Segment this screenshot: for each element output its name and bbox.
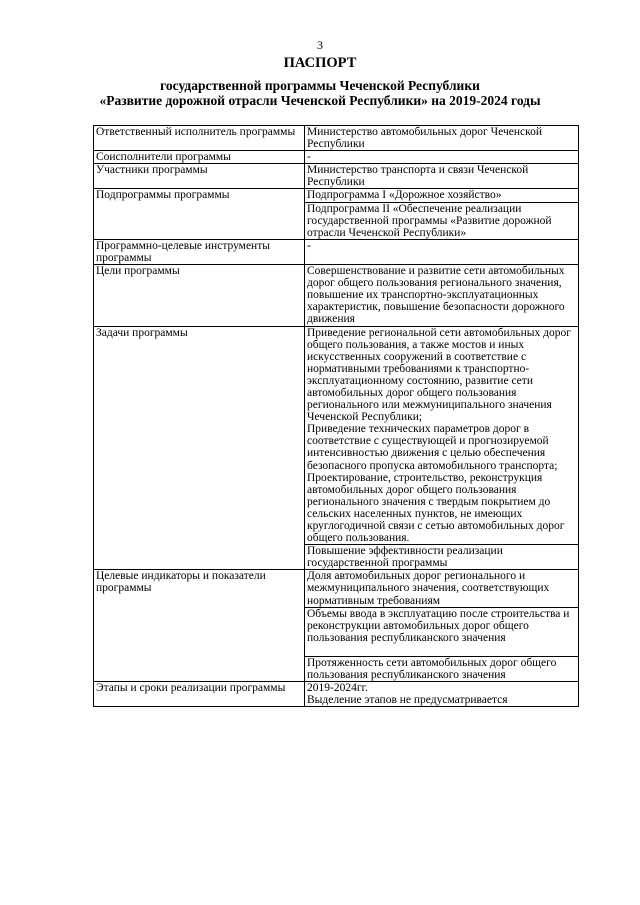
- task-item: Приведение технических параметров дорог в соответствие с существующей и прогнозируемой интенсивностью движения с целью обеспечения безопасного пропуска автомобильного транспорта;: [307, 423, 558, 472]
- row-label: Соисполнители программы: [94, 151, 305, 164]
- spacer: [307, 644, 576, 656]
- row-value: Доля автомобильных дорог регионального и межмуниципального значения, соответствующих нормативным требованиям: [305, 570, 579, 607]
- row-value: [305, 607, 579, 656]
- row-label: Программно-целевые инструменты программы: [94, 239, 305, 264]
- page-number: 3: [317, 38, 323, 52]
- table-row-tasks: [94, 326, 579, 545]
- table-row-responsible: [94, 126, 579, 151]
- document-heading: [0, 54, 640, 108]
- row-label: Ответственный исполнитель программы: [94, 126, 305, 151]
- table-row-participants: [94, 164, 579, 189]
- table-row-subprograms: [94, 189, 579, 202]
- row-value: Совершенствование и развитие сети автомобильных дорог общего пользования регионального значения, повышение их транспортно-эксплуатационных характеристик, повышение безопасности дорожного движения: [305, 265, 579, 326]
- row-label: Участники программы: [94, 164, 305, 189]
- row-value: Министерство транспорта и связи Чеченской Республики: [305, 164, 579, 189]
- row-label: Этапы и сроки реализации программы: [94, 682, 305, 707]
- task-item: Приведение региональной сети автомобильных дорог общего пользования, а также мостов и иных искусственных сооружений в соответствие с нормативными требованиями к транспортно-эксплуатационному состоянию, развитие сети автомобильных дорог общего пользования регионального или межмуниципального значения Чеченской Республики;: [307, 326, 571, 424]
- table-row-indicators: [94, 570, 579, 607]
- stage-period: 2019-2024гг.: [307, 682, 368, 695]
- document-subtitle-line2: «Развитие дорожной отрасли Чеченской Республики» на 2019-2024 годы: [99, 93, 541, 108]
- row-value: [305, 326, 579, 545]
- row-value: -: [305, 151, 579, 164]
- row-value: Подпрограмма II «Обеспечение реализации государственной программы «Развитие дорожной отрасли Чеченской Республики»: [305, 202, 579, 239]
- table-row-instruments: [94, 239, 579, 264]
- document-title: ПАСПОРТ: [283, 55, 357, 71]
- table-row-co-executors: [94, 151, 579, 164]
- row-label: Подпрограммы программы: [94, 189, 305, 239]
- passport-table: [93, 125, 579, 707]
- stage-note: Выделение этапов не предусматривается: [307, 694, 508, 707]
- table-row-stages: [94, 682, 579, 707]
- task-item: Проектирование, строительство, реконструкция автомобильных дорог общего пользования регионального значения с твердым покрытием до сельских населенных пунктов, не имеющих круглогодичной связи с сетью автомобильных дорог общего пользования.: [307, 471, 565, 545]
- row-label: Цели программы: [94, 265, 305, 326]
- document-subtitle-line1: государственной программы Чеченской Республики: [160, 78, 480, 93]
- row-value: Подпрограмма I «Дорожное хозяйство»: [305, 189, 579, 202]
- indicator-text: Объемы ввода в эксплуатацию после строительства и реконструкции автомобильных дорог общего пользования республиканского значения: [307, 607, 570, 644]
- row-label: Целевые индикаторы и показатели программы: [94, 570, 305, 682]
- table-row-goals: [94, 265, 579, 326]
- row-value: -: [305, 239, 579, 264]
- row-label: Задачи программы: [94, 326, 305, 570]
- row-value: Министерство автомобильных дорог Чеченской Республики: [305, 126, 579, 151]
- row-value: Протяженность сети автомобильных дорог общего пользования республиканского значения: [305, 656, 579, 681]
- row-value: Повышение эффективности реализации государственной программы: [305, 545, 579, 570]
- row-value: [305, 682, 579, 707]
